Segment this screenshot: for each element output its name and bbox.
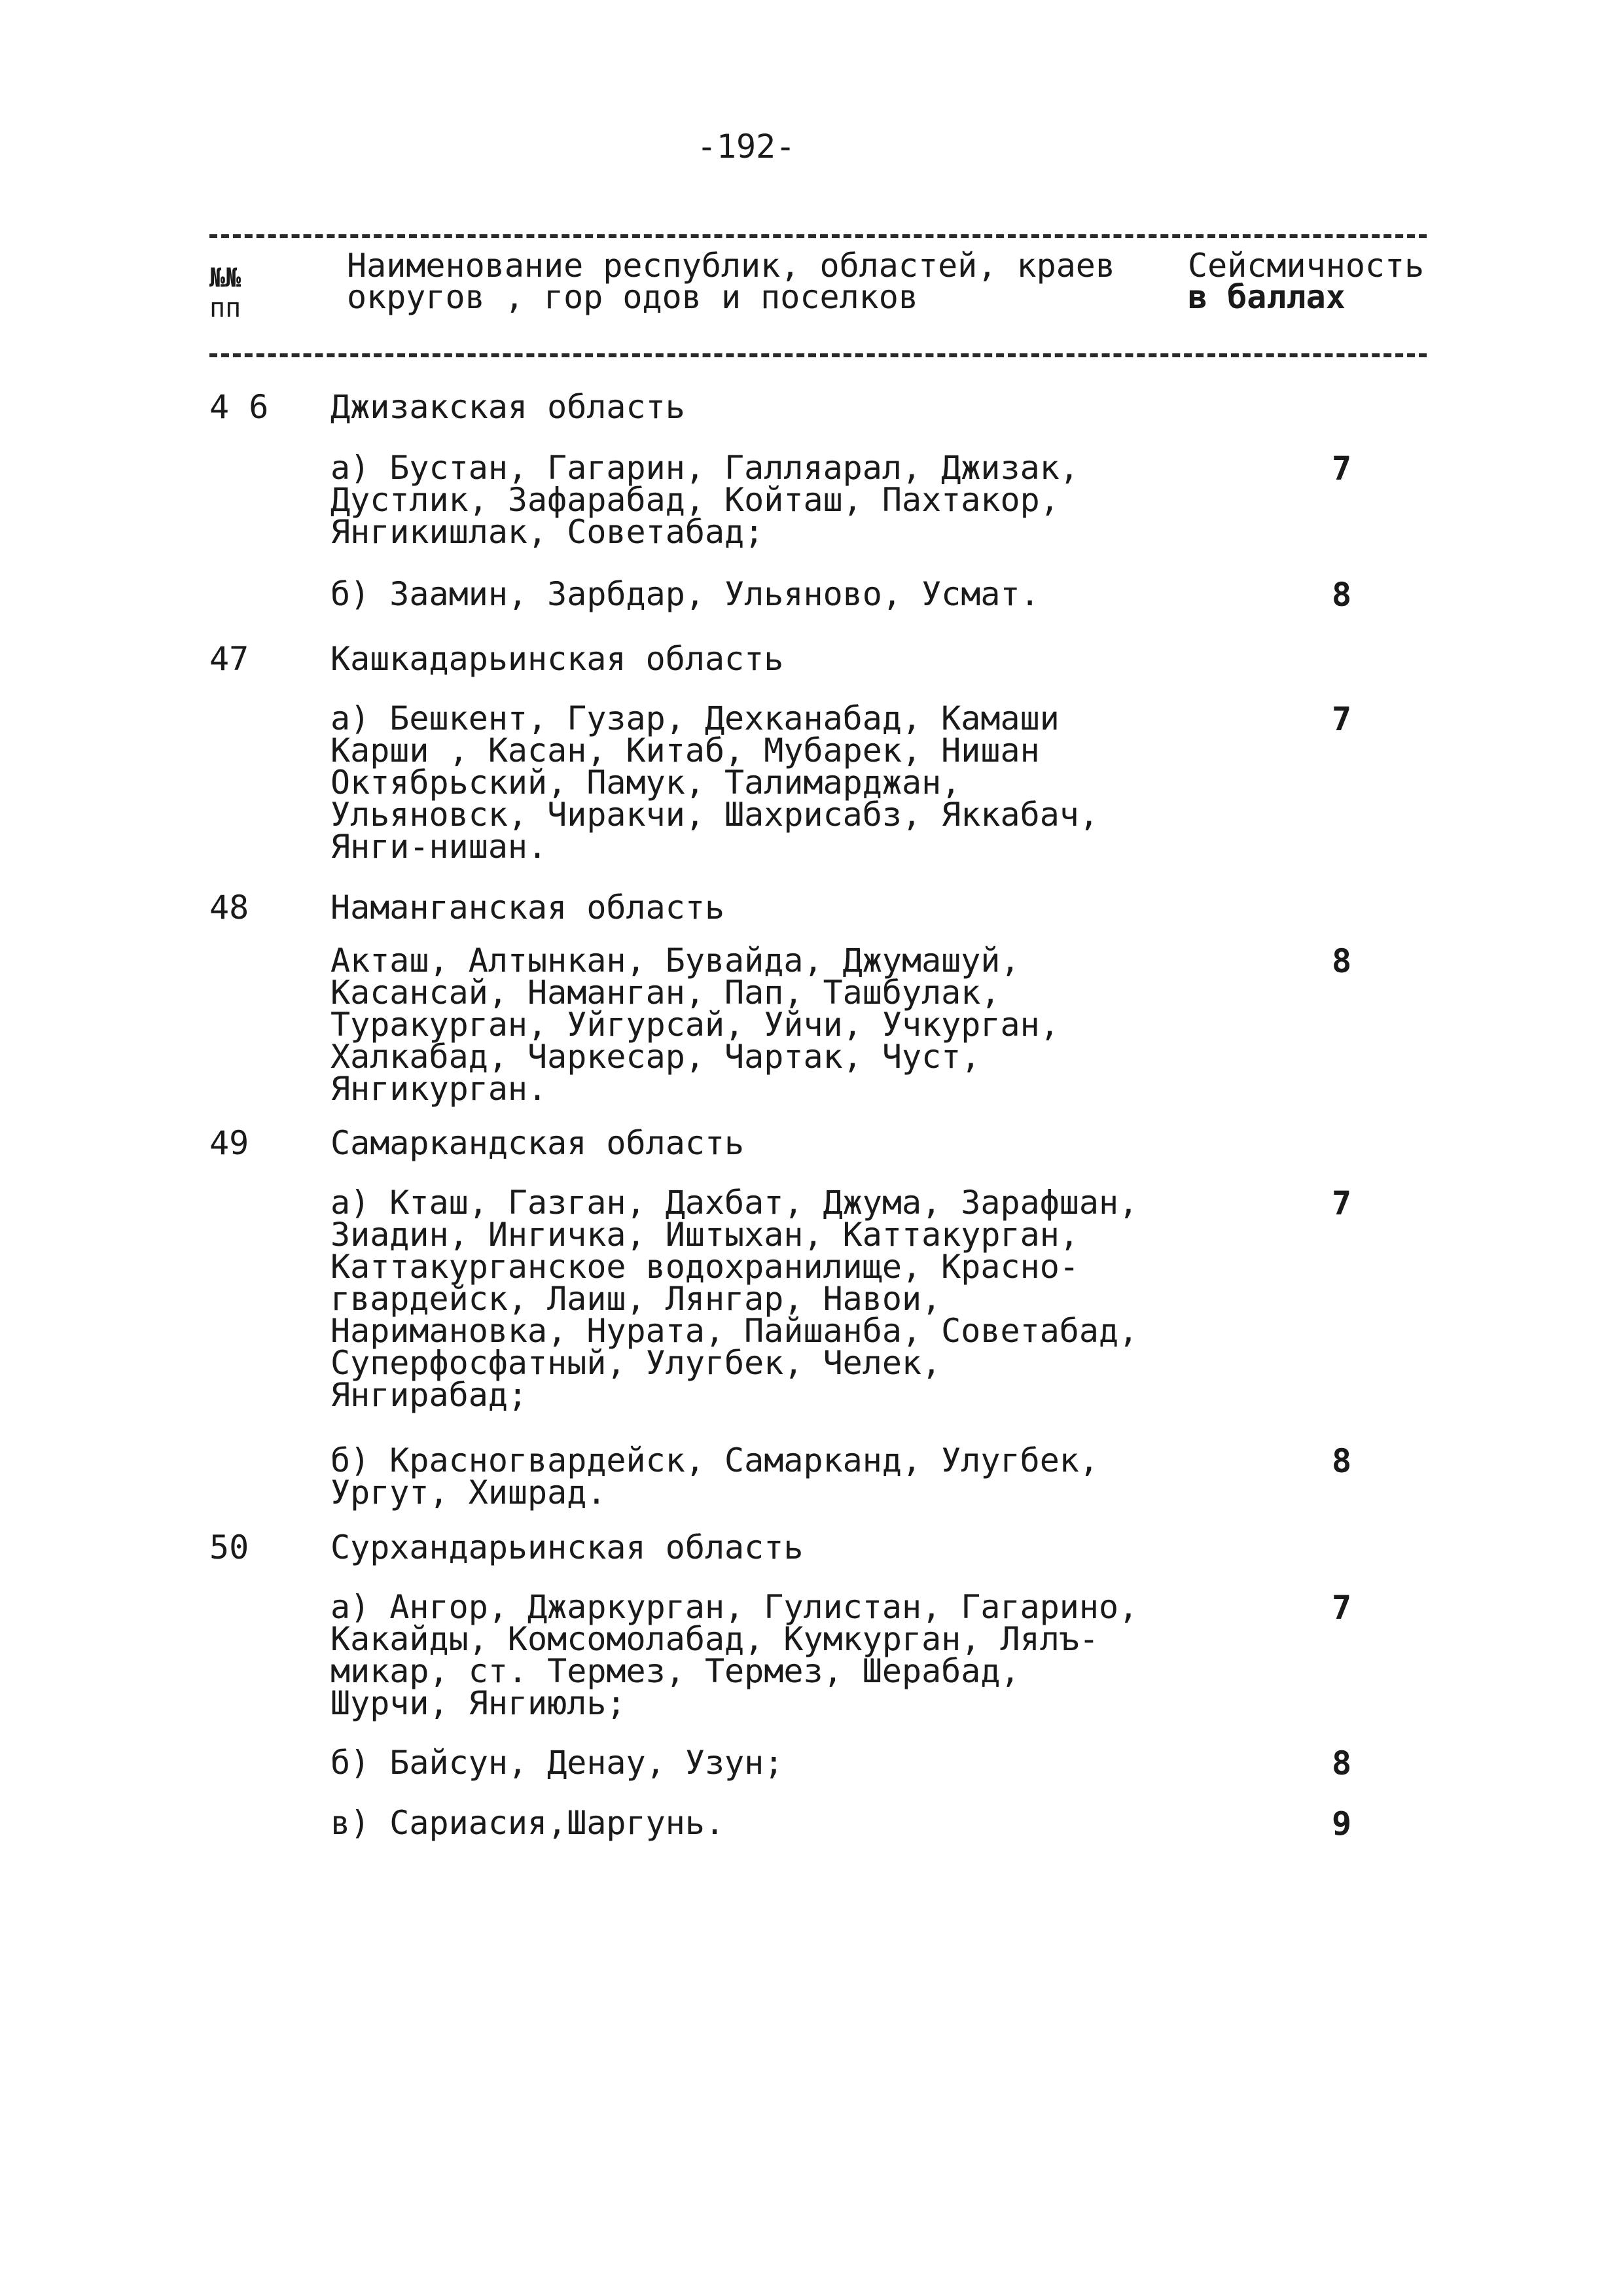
entry-number: 4 6 — [209, 388, 269, 426]
header-number-symbol: №№ — [209, 263, 241, 293]
page-number: -192- — [696, 128, 796, 166]
entry-sub-text: а) Бешкент, Гузар, Дехканабад, Камаши Карши , Касан, Китаб, Мубарек, Нишан Октябрьский, Памук, Талимарджан, Ульяновск, Чиракчи, Шахрисабз, Яккабач, Янги-нишан. — [330, 699, 1099, 866]
entry-sub-text: а) Ангор, Джаркурган, Гулистан, Гагарино, Какайды, Комсомолабад, Кумкурган, Лялъ- микар, ст. Термез, Термез, Шерабад, Шурчи, Янгиюль; — [330, 1588, 1139, 1722]
header-number-column — [209, 263, 281, 323]
entry-sub-text: Акташ, Алтынкан, Бувайда, Джумашуй, Касансай, Наманган, Пап, Ташбулак, Туракурган, Уйгурсай, Уйчи, Учкурган, Халкабад, Чаркесар, Чартак, Чуст, Янгикурган. — [330, 942, 1060, 1108]
header-seismicity-line1: Сейсмичность — [1188, 247, 1425, 285]
header-name-line2: округов , гор одов и поселков — [347, 278, 918, 316]
entry-number: 49 — [209, 1124, 249, 1162]
entry-sub-value: 7 — [1331, 700, 1352, 738]
header-seismicity-line2: в баллах — [1188, 278, 1346, 316]
header-name-column — [347, 247, 1165, 316]
entry-title: Наманганская область — [330, 889, 725, 927]
entry-number: 50 — [209, 1528, 249, 1566]
header-number-abbrev: пп — [209, 293, 241, 323]
entry-sub-text: б) Заамин, Зарбдар, Ульяново, Усмат. — [330, 575, 1040, 613]
entry-sub-value: 8 — [1331, 942, 1352, 980]
entry-sub-value: 8 — [1331, 576, 1352, 614]
entry-title: Кашкадарьинская область — [330, 640, 784, 678]
entry-sub-value: 7 — [1331, 1184, 1352, 1222]
entry-sub-text: б) Красногвардейск, Самарканд, Улугбек, Ургут, Хишрад. — [330, 1441, 1099, 1511]
entry-title: Самаркандская область — [330, 1124, 745, 1162]
entry-title: Сурхандарьинская область — [330, 1528, 804, 1566]
entry-sub-text: а) Кташ, Газган, Дахбат, Джума, Зарафшан, Зиадин, Ингичка, Иштыхан, Каттакурган, Каттакурганское водохранилище, Красно- гвардейск, Лаиш, Лянгар, Навои, Наримановка, Нурата, Пайшанба, Советабад, Суперфосфатный, Улугбек, Челек, Янгирабад; — [330, 1184, 1139, 1414]
entry-sub-value: 7 — [1331, 1589, 1352, 1627]
entry-sub-text: а) Бустан, Гагарин, Галляарал, Джизак, Дустлик, Зафарабад, Койташ, Пахтакор, Янгикишлак, Советабад; — [330, 449, 1079, 551]
entry-sub-value: 7 — [1331, 450, 1352, 487]
entry-sub-text: б) Байсун, Денау, Узун; — [330, 1744, 784, 1782]
header-rule-top — [209, 234, 1427, 238]
entry-sub-value: 9 — [1331, 1805, 1352, 1843]
header-seismicity-column — [1188, 247, 1463, 316]
entry-number: 48 — [209, 889, 249, 927]
entry-number: 47 — [209, 640, 249, 678]
entry-sub-value: 8 — [1331, 1744, 1352, 1782]
entry-title: Джизакская область — [330, 388, 685, 426]
entry-sub-text: в) Сариасия,Шаргунь. — [330, 1804, 725, 1842]
header-name-line1: Наименование республик, областей, краев — [347, 247, 1115, 285]
header-rule-bottom — [209, 353, 1427, 357]
entry-sub-value: 8 — [1331, 1442, 1352, 1480]
